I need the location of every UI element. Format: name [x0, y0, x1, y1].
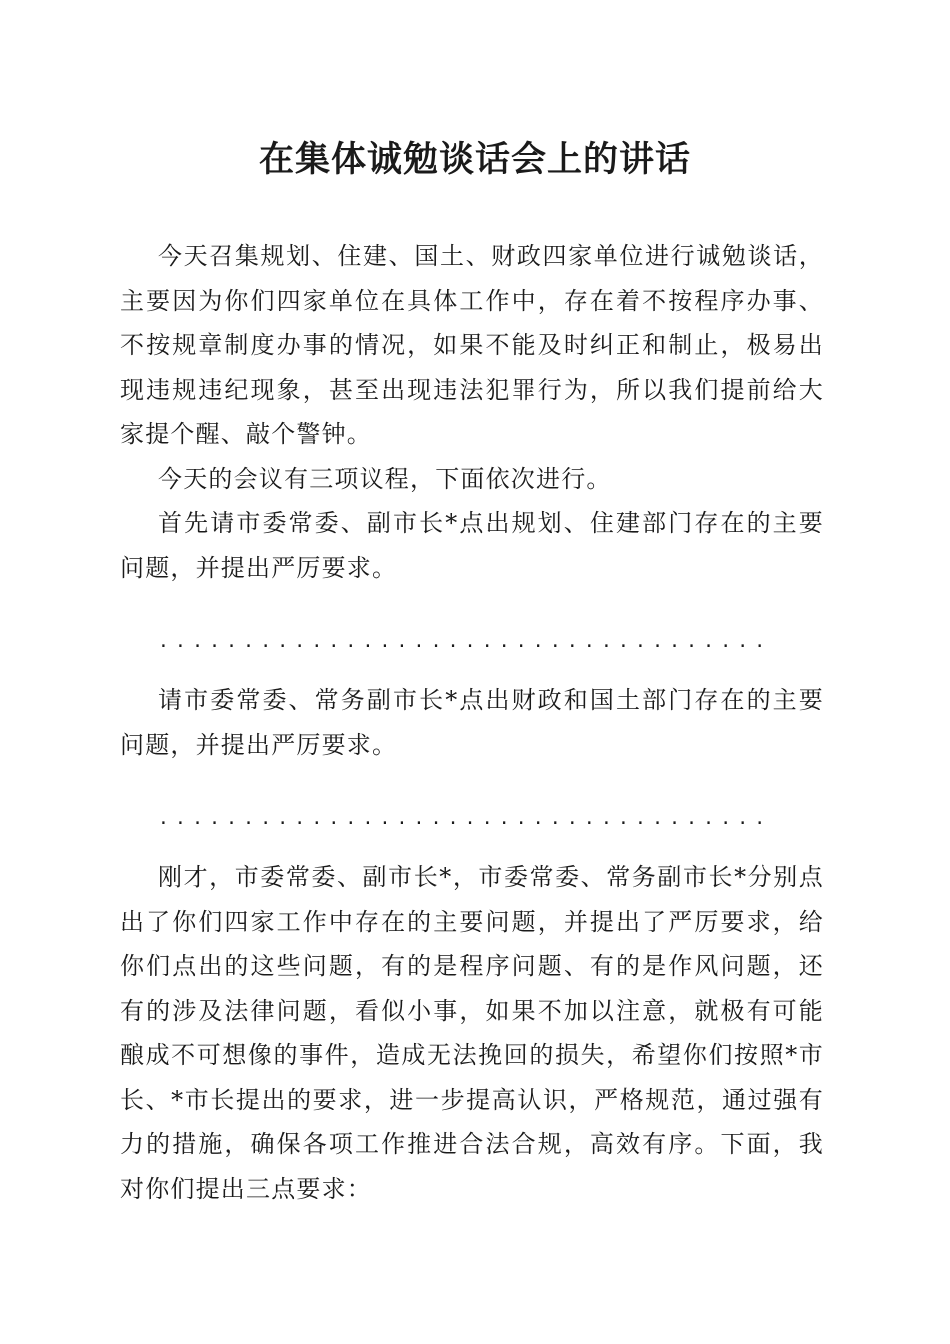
ellipsis-separator: .................................... — [158, 631, 772, 652]
ellipsis-separator: .................................... — [158, 808, 772, 829]
paragraph-first-speaker: 首先请市委常委、副市长*点出规划、住建部门存在的主要问题，并提出严厉要求。 — [120, 509, 824, 582]
paragraph-second-speaker: 请市委常委、常务副市长*点出财政和国土部门存在的主要问题，并提出严厉要求。 — [120, 686, 824, 759]
document-title: 在集体诚勉谈话会上的讲话 — [258, 139, 691, 180]
paragraph-summary: 刚才，市委常委、副市长*，市委常委、常务副市长*分别点出了你们四家工作中存在的主要问题，并提出了严厉要求，给你们点出的这些问题，有的是程序问题、有的是作风问题，还有的涉及法律问题，看似小事，如果不加以注意，就极有可能酿成不可想像的事件，造成无法挽回的损失，希望你们按照*市长、*市长提出的要求，进一步提高认识，严格规范，通过强有力的措施，确保各项工作推进合法合规，高效有序。下面，我对你们提出三点要求： — [120, 863, 824, 1203]
document-body — [120, 234, 824, 1211]
paragraph-agenda: 今天的会议有三项议程，下面依次进行。 — [158, 464, 612, 493]
paragraph-intro: 今天召集规划、住建、国土、财政四家单位进行诚勉谈话，主要因为你们四家单位在具体工作中，存在着不按程序办事、不按规章制度办事的情况，如果不能及时纠正和制止，极易出现违规违纪现象，甚至出现违法犯罪行为，所以我们提前给大家提个醒、敲个警钟。 — [120, 242, 824, 448]
